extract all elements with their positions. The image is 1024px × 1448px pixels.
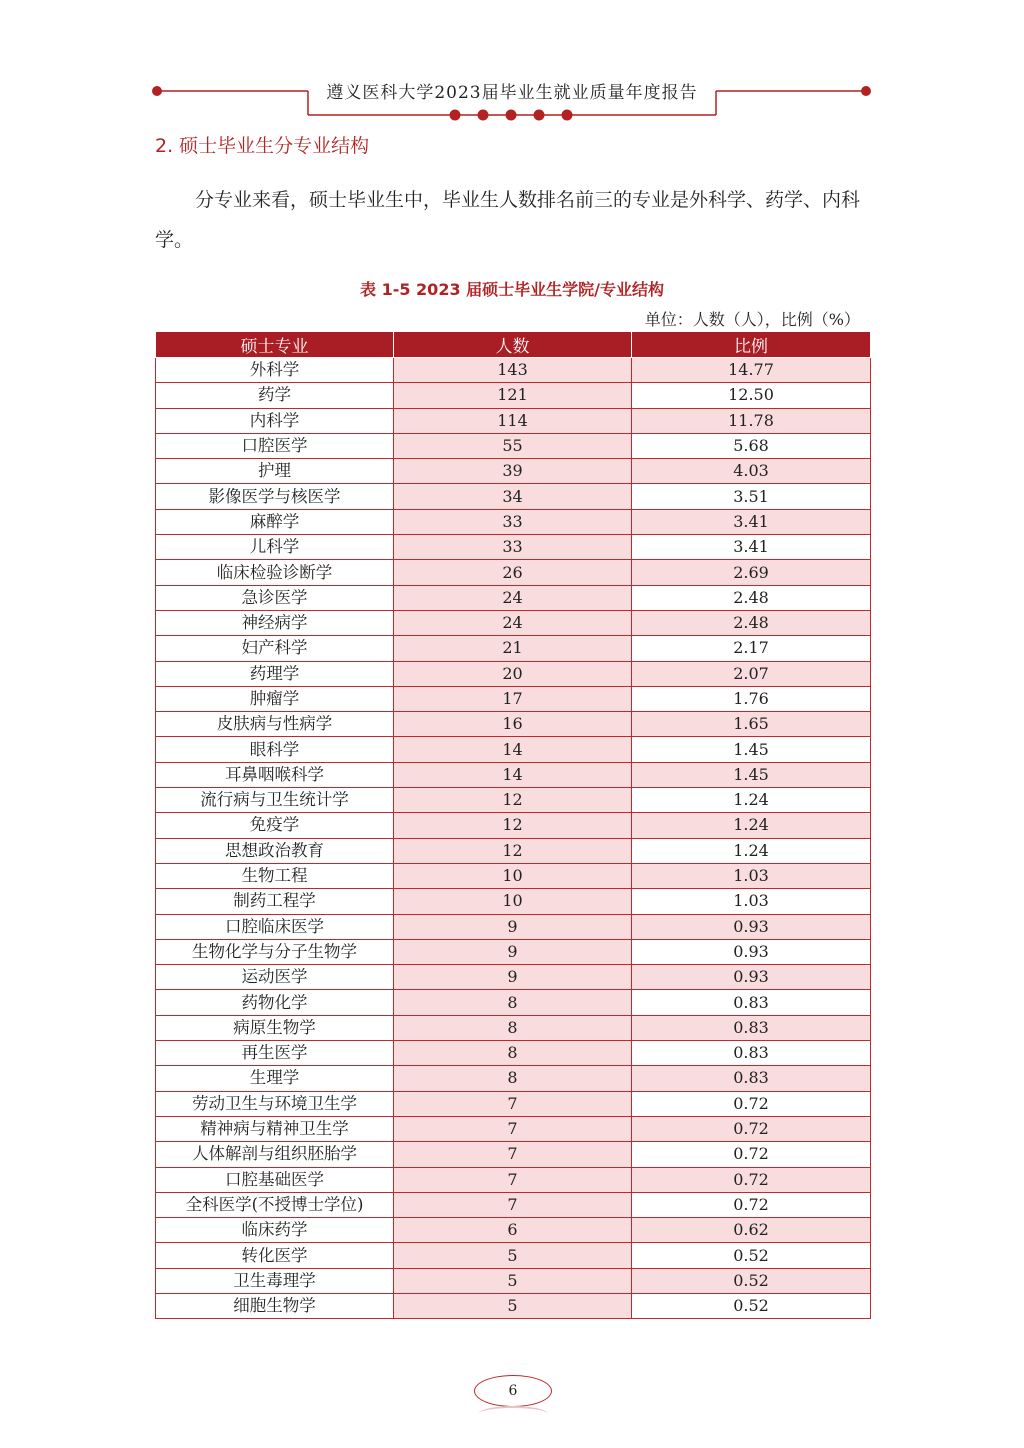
table-row: [156, 788, 871, 813]
cell-ratio: 3.41: [632, 509, 871, 534]
table-row: [156, 863, 871, 888]
table-row: [156, 1293, 871, 1318]
cell-ratio: 0.72: [632, 1192, 871, 1217]
cell-ratio: 1.03: [632, 863, 871, 888]
table-row: [156, 535, 871, 560]
table-row: [156, 1066, 871, 1091]
cell-ratio: 5.68: [632, 433, 871, 458]
cell-major: 生理学: [156, 1066, 394, 1091]
cell-major: 神经病学: [156, 610, 394, 635]
table-row: [156, 990, 871, 1015]
cell-count: 7: [394, 1167, 632, 1192]
table-row: [156, 838, 871, 863]
cell-count: 8: [394, 990, 632, 1015]
cell-major: 口腔医学: [156, 433, 394, 458]
cell-ratio: 0.83: [632, 1015, 871, 1040]
cell-major: 肿瘤学: [156, 686, 394, 711]
cell-ratio: 0.93: [632, 914, 871, 939]
cell-count: 7: [394, 1192, 632, 1217]
cell-major: 药理学: [156, 661, 394, 686]
page-number: 6: [474, 1375, 552, 1407]
cell-count: 20: [394, 661, 632, 686]
table-row: [156, 965, 871, 990]
cell-major: 护理: [156, 459, 394, 484]
table-header-row: [156, 332, 871, 358]
cell-major: 卫生毒理学: [156, 1268, 394, 1293]
cell-count: 14: [394, 737, 632, 762]
table-row: [156, 560, 871, 585]
cell-major: 细胞生物学: [156, 1293, 394, 1318]
table-row: [156, 762, 871, 787]
cell-ratio: 0.72: [632, 1091, 871, 1116]
table-row: [156, 509, 871, 534]
cell-ratio: 1.65: [632, 712, 871, 737]
cell-ratio: 12.50: [632, 383, 871, 408]
cell-ratio: 2.07: [632, 661, 871, 686]
cell-major: 儿科学: [156, 535, 394, 560]
column-header-ratio: 比例: [632, 332, 871, 358]
cell-count: 55: [394, 433, 632, 458]
cell-major: 药学: [156, 383, 394, 408]
cell-major: 急诊医学: [156, 585, 394, 610]
cell-major: 制药工程学: [156, 889, 394, 914]
cell-major: 临床检验诊断学: [156, 560, 394, 585]
cell-count: 5: [394, 1293, 632, 1318]
cell-count: 9: [394, 965, 632, 990]
table-row: [156, 459, 871, 484]
table-row: [156, 1015, 871, 1040]
cell-count: 121: [394, 383, 632, 408]
table-row: [156, 1167, 871, 1192]
cell-count: 26: [394, 560, 632, 585]
cell-major: 病原生物学: [156, 1015, 394, 1040]
cell-major: 内科学: [156, 408, 394, 433]
cell-major: 皮肤病与性病学: [156, 712, 394, 737]
cell-count: 5: [394, 1268, 632, 1293]
cell-count: 8: [394, 1041, 632, 1066]
cell-ratio: 0.72: [632, 1167, 871, 1192]
cell-count: 12: [394, 788, 632, 813]
cell-ratio: 0.93: [632, 965, 871, 990]
cell-major: 免疫学: [156, 813, 394, 838]
cell-major: 口腔基础医学: [156, 1167, 394, 1192]
table-row: [156, 408, 871, 433]
page-header: [0, 0, 1024, 130]
column-header-count: 人数: [394, 332, 632, 358]
table-row: [156, 1116, 871, 1141]
cell-ratio: 0.83: [632, 1066, 871, 1091]
table-row: [156, 433, 871, 458]
cell-count: 6: [394, 1218, 632, 1243]
table-row: [156, 1091, 871, 1116]
cell-count: 7: [394, 1116, 632, 1141]
cell-count: 10: [394, 863, 632, 888]
cell-ratio: 2.48: [632, 610, 871, 635]
table-row: [156, 585, 871, 610]
cell-major: 临床药学: [156, 1218, 394, 1243]
cell-major: 药物化学: [156, 990, 394, 1015]
table-row: [156, 1041, 871, 1066]
cell-count: 7: [394, 1091, 632, 1116]
cell-major: 转化医学: [156, 1243, 394, 1268]
cell-count: 8: [394, 1066, 632, 1091]
cell-count: 24: [394, 610, 632, 635]
table-row: [156, 1142, 871, 1167]
cell-ratio: 0.52: [632, 1293, 871, 1318]
table-row: [156, 358, 871, 383]
cell-ratio: 2.69: [632, 560, 871, 585]
cell-major: 运动医学: [156, 965, 394, 990]
cell-major: 思想政治教育: [156, 838, 394, 863]
table-row: [156, 661, 871, 686]
cell-ratio: 0.83: [632, 990, 871, 1015]
table-row: [156, 1268, 871, 1293]
cell-ratio: 1.24: [632, 788, 871, 813]
column-header-major: 硕士专业: [156, 332, 394, 358]
cell-major: 麻醉学: [156, 509, 394, 534]
table-row: [156, 636, 871, 661]
table-row: [156, 939, 871, 964]
cell-count: 34: [394, 484, 632, 509]
cell-ratio: 1.24: [632, 838, 871, 863]
cell-count: 17: [394, 686, 632, 711]
table-unit: 单位：人数（人），比例（%）: [644, 310, 860, 329]
cell-count: 5: [394, 1243, 632, 1268]
cell-count: 33: [394, 535, 632, 560]
cell-count: 7: [394, 1142, 632, 1167]
body-paragraph: 分专业来看，硕士毕业生中，毕业生人数排名前三的专业是外科学、药学、内科学。: [155, 189, 861, 251]
cell-major: 生物工程: [156, 863, 394, 888]
cell-ratio: 14.77: [632, 358, 871, 383]
cell-count: 12: [394, 813, 632, 838]
cell-ratio: 1.76: [632, 686, 871, 711]
cell-count: 8: [394, 1015, 632, 1040]
cell-major: 影像医学与核医学: [156, 484, 394, 509]
cell-ratio: 3.41: [632, 535, 871, 560]
cell-major: 妇产科学: [156, 636, 394, 661]
table-row: [156, 1192, 871, 1217]
cell-ratio: 0.72: [632, 1142, 871, 1167]
cell-major: 口腔临床医学: [156, 914, 394, 939]
table-row: [156, 1218, 871, 1243]
cell-count: 114: [394, 408, 632, 433]
cell-ratio: 11.78: [632, 408, 871, 433]
table-title: 表 1-5 2023 届硕士毕业生学院/专业结构: [360, 280, 664, 299]
cell-ratio: 0.72: [632, 1116, 871, 1141]
table-row: [156, 737, 871, 762]
cell-count: 39: [394, 459, 632, 484]
cell-ratio: 1.45: [632, 737, 871, 762]
cell-major: 外科学: [156, 358, 394, 383]
section-title: 2. 硕士毕业生分专业结构: [155, 135, 370, 157]
cell-count: 14: [394, 762, 632, 787]
cell-count: 10: [394, 889, 632, 914]
table-row: [156, 610, 871, 635]
cell-major: 生物化学与分子生物学: [156, 939, 394, 964]
cell-major: 再生医学: [156, 1041, 394, 1066]
cell-major: 流行病与卫生统计学: [156, 788, 394, 813]
cell-ratio: 0.93: [632, 939, 871, 964]
cell-ratio: 2.48: [632, 585, 871, 610]
cell-count: 24: [394, 585, 632, 610]
header-title: 遵义医科大学2023届毕业生就业质量年度报告: [326, 83, 698, 103]
cell-ratio: 0.62: [632, 1218, 871, 1243]
cell-count: 9: [394, 939, 632, 964]
table-row: [156, 383, 871, 408]
cell-ratio: 4.03: [632, 459, 871, 484]
cell-count: 143: [394, 358, 632, 383]
cell-count: 12: [394, 838, 632, 863]
cell-count: 16: [394, 712, 632, 737]
cell-major: 眼科学: [156, 737, 394, 762]
cell-major: 人体解剖与组织胚胎学: [156, 1142, 394, 1167]
table-row: [156, 484, 871, 509]
table-row: [156, 686, 871, 711]
cell-ratio: 1.03: [632, 889, 871, 914]
cell-ratio: 0.52: [632, 1268, 871, 1293]
table-row: [156, 813, 871, 838]
cell-major: 精神病与精神卫生学: [156, 1116, 394, 1141]
cell-ratio: 1.24: [632, 813, 871, 838]
cell-ratio: 0.52: [632, 1243, 871, 1268]
cell-ratio: 1.45: [632, 762, 871, 787]
table-row: [156, 712, 871, 737]
cell-ratio: 3.51: [632, 484, 871, 509]
major-structure-table: [155, 331, 871, 1319]
cell-count: 21: [394, 636, 632, 661]
cell-major: 全科医学(不授博士学位): [156, 1192, 394, 1217]
cell-ratio: 0.83: [632, 1041, 871, 1066]
cell-ratio: 2.17: [632, 636, 871, 661]
page-number-decoration: [478, 1406, 548, 1422]
table-row: [156, 889, 871, 914]
cell-major: 耳鼻咽喉科学: [156, 762, 394, 787]
table-body: [156, 358, 871, 1319]
table-row: [156, 1243, 871, 1268]
header-decoration: [0, 0, 1024, 130]
cell-major: 劳动卫生与环境卫生学: [156, 1091, 394, 1116]
cell-count: 9: [394, 914, 632, 939]
table-row: [156, 914, 871, 939]
cell-count: 33: [394, 509, 632, 534]
